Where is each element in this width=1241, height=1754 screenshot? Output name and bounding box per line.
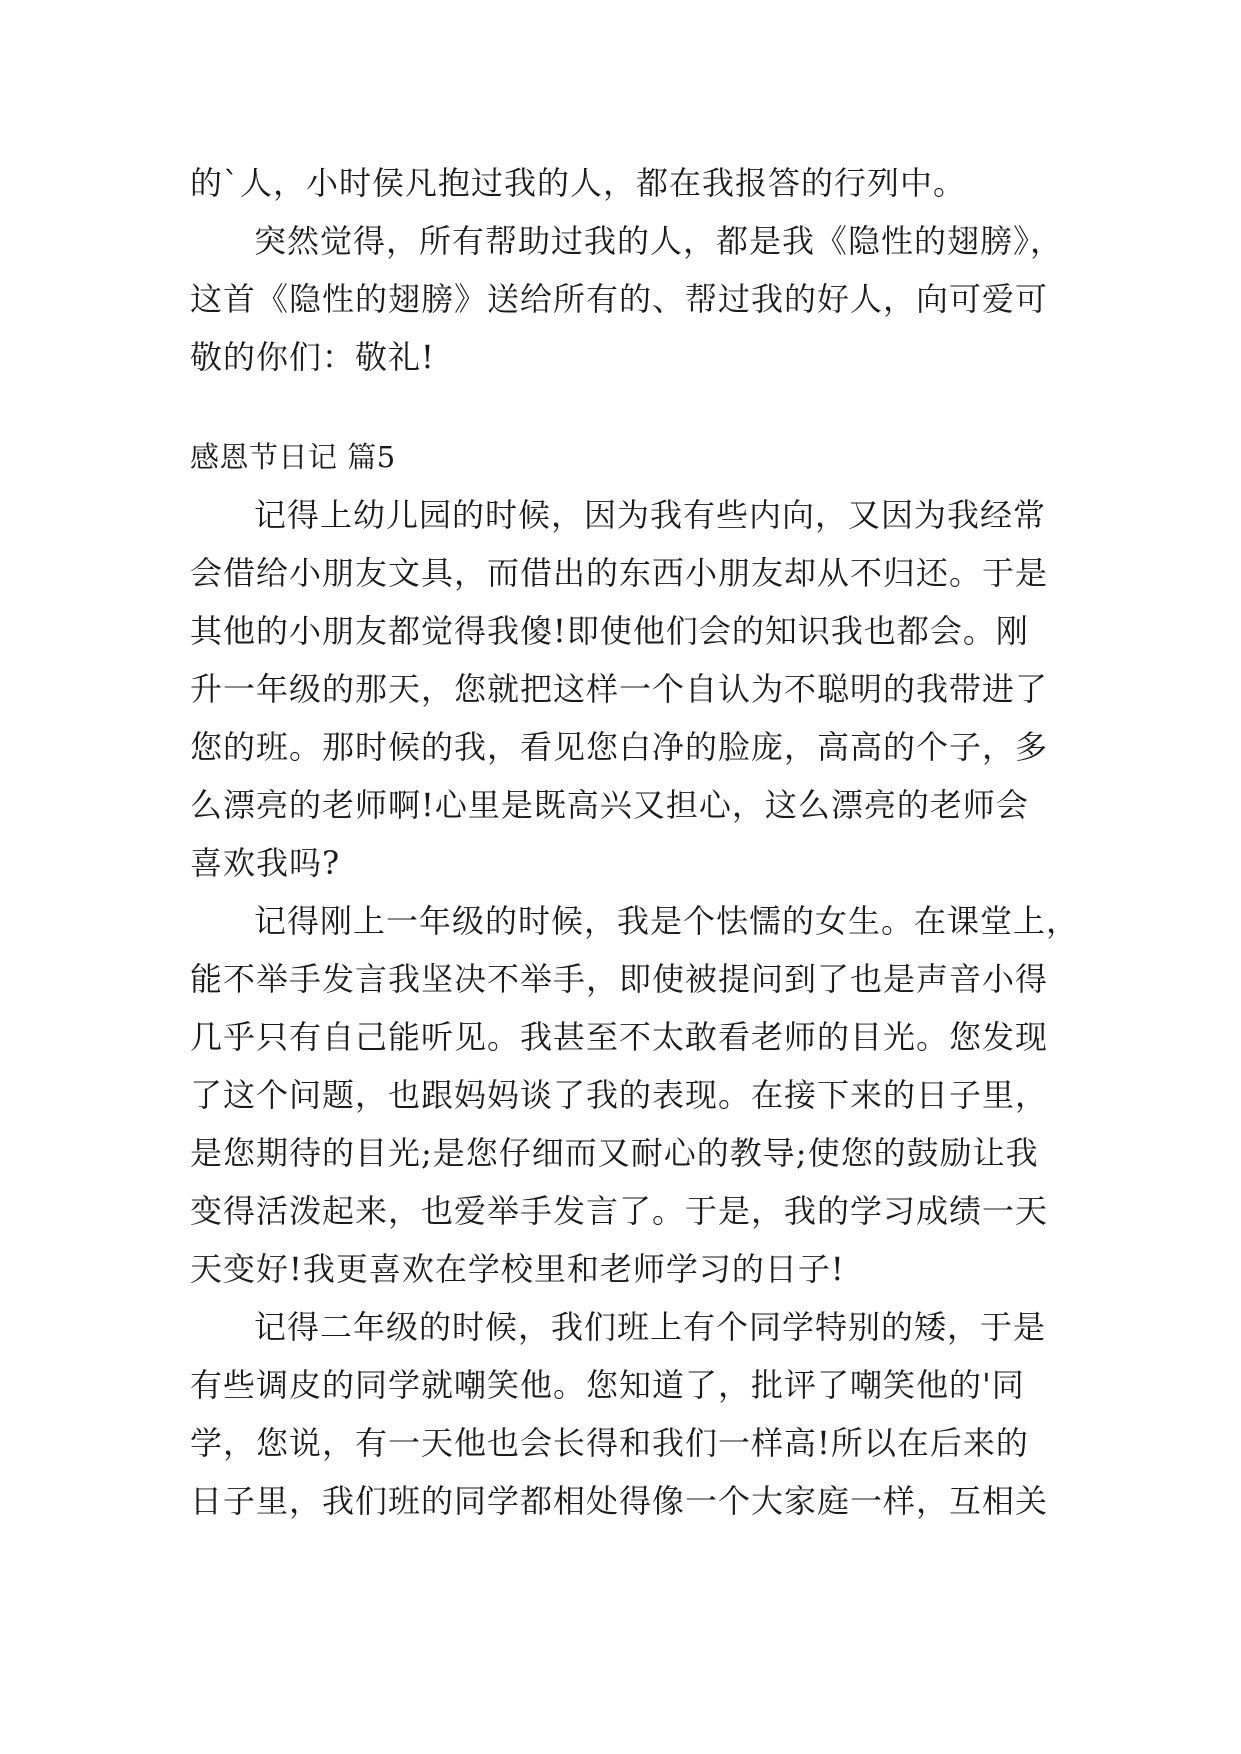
text-line: 喜欢我吗?: [190, 844, 341, 882]
paragraph-first-line: 记得二年级的时候，我们班上有个同学特别的矮，于是: [254, 1308, 1047, 1346]
text-line: 这首《隐性的翅膀》送给所有的、帮过我的好人，向可爱可: [190, 280, 1049, 318]
section-heading: 感恩节日记 篇5: [190, 440, 396, 474]
text-line: 的`人，小时侯凡抱过我的人，都在我报答的行列中。: [190, 164, 967, 202]
text-line: 日子里，我们班的同学都相处得像一个大家庭一样，互相关: [190, 1482, 1049, 1520]
text-line: 几乎只有自己能听见。我甚至不太敢看老师的目光。您发现: [190, 1018, 1049, 1056]
text-line: 有些调皮的同学就嘲笑他。您知道了，批评了嘲笑他的'同: [190, 1366, 1025, 1404]
section-gap: [190, 386, 1070, 428]
text-line: 能不举手发言我坚决不举手，即使被提问到了也是声音小得: [190, 960, 1049, 998]
text-line: 学，您说，有一天他也会长得和我们一样高!所以在后来的: [190, 1424, 1029, 1462]
text-line: 天变好!我更喜欢在学校里和老师学习的日子!: [190, 1250, 845, 1288]
text-line: 了这个问题，也跟妈妈谈了我的表现。在接下来的日子里，: [190, 1076, 1049, 1114]
text-line: 是您期待的目光;是您仔细而又耐心的教导;使您的鼓励让我: [190, 1134, 1039, 1172]
document-body: [190, 154, 1080, 1530]
paragraph-first-line: 记得刚上一年级的时候，我是个怯懦的女生。在课堂上，: [254, 902, 1080, 940]
text-line: 会借给小朋友文具，而借出的东西小朋友却从不归还。于是: [190, 554, 1049, 592]
text-line: 变得活泼起来，也爱举手发言了。于是，我的学习成绩一天: [190, 1192, 1049, 1230]
text-line: 敬的你们：敬礼!: [190, 338, 435, 376]
paragraph-first-line: 记得上幼儿园的时候，因为我有些内向，又因为我经常: [254, 496, 1047, 534]
text-line: 您的班。那时候的我，看见您白净的脸庞，高高的个子，多: [190, 728, 1049, 766]
text-line: 升一年级的那天，您就把这样一个自认为不聪明的我带进了: [190, 670, 1049, 708]
paragraph-first-line: 突然觉得，所有帮助过我的人，都是我《隐性的翅膀》，: [254, 222, 1064, 260]
text-line: 其他的小朋友都觉得我傻!即使他们会的知识我也都会。刚: [190, 612, 1029, 650]
text-line: 么漂亮的老师啊!心里是既高兴又担心，这么漂亮的老师会: [190, 786, 1029, 824]
